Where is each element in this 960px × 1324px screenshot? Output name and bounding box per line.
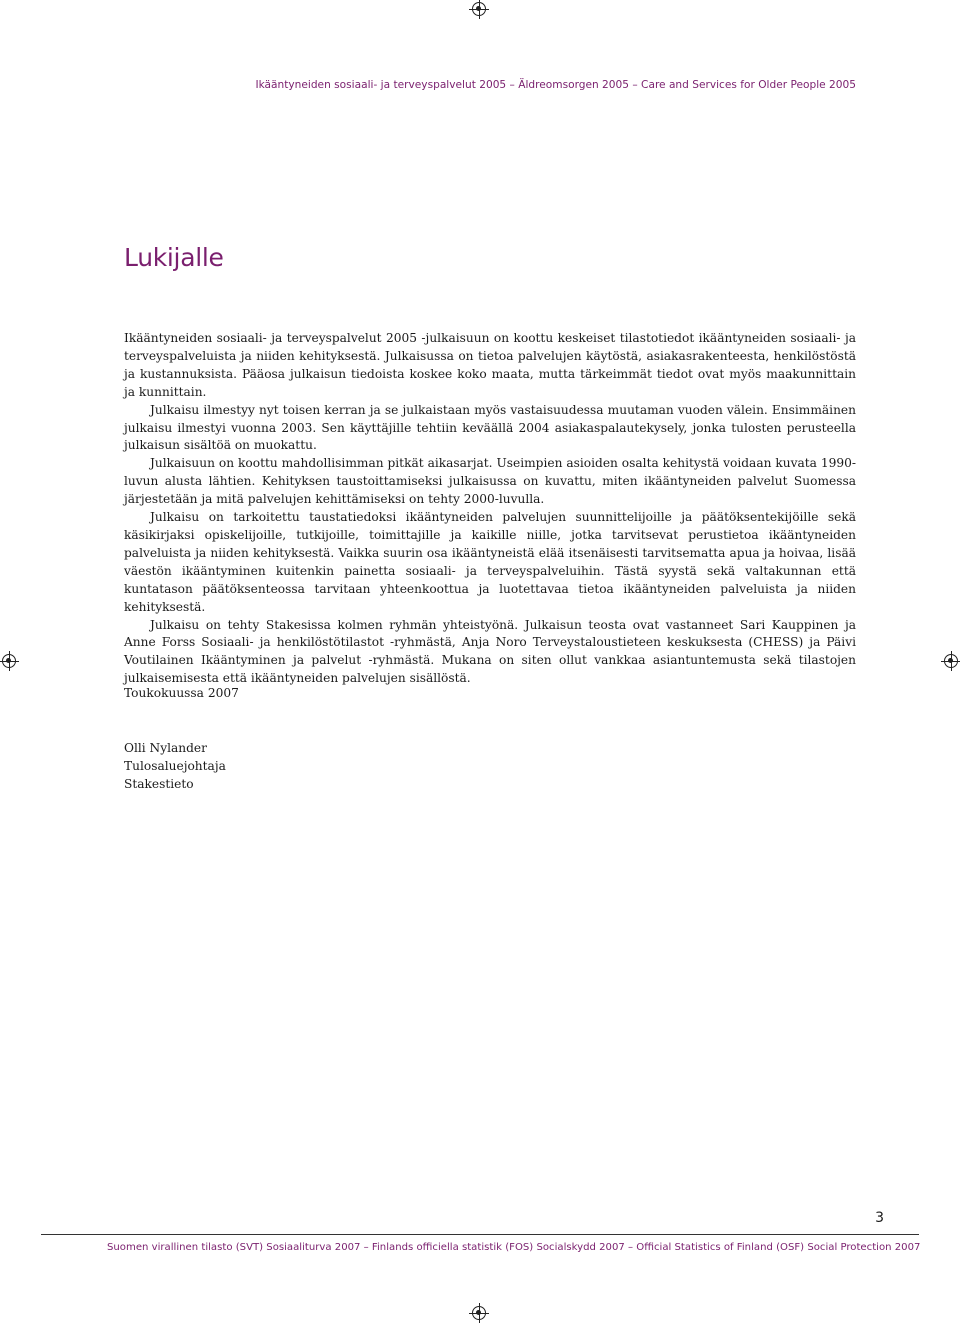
date-line: Toukokuussa 2007 <box>124 686 239 700</box>
signatory-name: Olli Nylander <box>124 741 207 755</box>
paragraph: Julkaisu on tarkoitettu taustatiedoksi ikääntyneiden palvelujen suunnittelijoille ja päätöksentekijöille sekä käsikirjaksi opiskelijoille, tutkijoille, toimittajille ja kaikille niille, jotka tarvitsevat perustietoa ikääntyneiden palveluista ja niiden kehityksestä. Vaikka suurin osa ikääntyneistä elää itsenäisesti tarvitsematta apua ja hoivaa, lisää väestön ikääntyminen kuitenkin painetta sosiaali- ja terveyspalveluihin. Tästä syystä sekä valtakunnan että kuntatason päätöksenteossa tarvitaan yhteenkoottua ja luotettavaa tietoa ikääntyneiden palveluista ja niiden kehityksestä. <box>124 510 856 614</box>
signature-block <box>124 739 226 793</box>
paragraph: Julkaisuun on koottu mahdollisimman pitkät aikasarjat. Useimpien asioiden osalta kehitystä voidaan kuvata 1990-luvun alusta lähtien. Kehityksen taustoittamiseksi julkaisussa on kuvattu, miten ikääntyneiden palvelut Suomessa järjestetään ja mitä palvelujen kehittämiseksi on tehty 2000-luvulla. <box>124 456 856 507</box>
paragraph: Ikääntyneiden sosiaali- ja terveyspalvelut 2005 -julkaisuun on koottu keskeiset tilastotiedot ikääntyneiden sosiaali- ja terveyspalveluista ja niiden kehityksestä. Julkaisussa on tietoa palvelujen käytöstä, asiakasrakenteesta, henkilöstöstä ja kustannuksista. Pääosa julkaisun tiedoista koskee koko maata, mutta tärkeimmät tiedot ovat myös maakunnittain ja kunnittain. <box>124 331 856 399</box>
body-text <box>124 330 856 688</box>
footer-divider <box>41 1234 919 1235</box>
paragraph: Julkaisu on tehty Stakesissa kolmen ryhmän yhteistyönä. Julkaisun teosta ovat vastanneet Sari Kauppinen ja Anne Forss Sosiaali- ja henkilöstötilastot -ryhmästä, Anja Noro Terveystaloustieteen keskuksesta (CHESS) ja Päivi Voutilainen Ikääntyminen ja palvelut -ryhmästä. Mukana on siten ollut vankkaa asiantuntemusta sekä tilastojen julkaisemisesta että ikääntyneiden palvelujen sisällöstä. <box>124 617 856 686</box>
running-header: Ikääntyneiden sosiaali- ja terveyspalvelut 2005 – Äldreomsorgen 2005 – Care and Services for Older People 2005 <box>255 79 856 91</box>
page-title: Lukijalle <box>124 243 224 272</box>
paragraph: Julkaisu ilmestyy nyt toisen kerran ja se julkaistaan myös vastaisuudessa muutaman vuoden välein. Ensimmäinen julkaisu ilmestyi vuonna 2003. Sen käyttäjille tehtiin keväällä 2004 asiakaspalautekysely, jonka tulosten perusteella julkaisun sisältöä on muokattu. <box>124 402 856 453</box>
registration-mark-icon <box>472 2 486 16</box>
signatory-organization: Stakestieto <box>124 777 194 791</box>
signatory-role: Tulosaluejohtaja <box>124 759 226 773</box>
page-number: 3 <box>875 1210 884 1226</box>
footer-text: Suomen virallinen tilasto (SVT) Sosiaaliturva 2007 – Finlands officiella statistik (FOS) Socialskydd 2007 – Official Statistics of Finland (OSF) Social Protection 2007 <box>107 1242 921 1253</box>
registration-mark-icon <box>472 1306 486 1320</box>
registration-mark-icon <box>2 654 16 668</box>
registration-mark-icon <box>944 654 958 668</box>
